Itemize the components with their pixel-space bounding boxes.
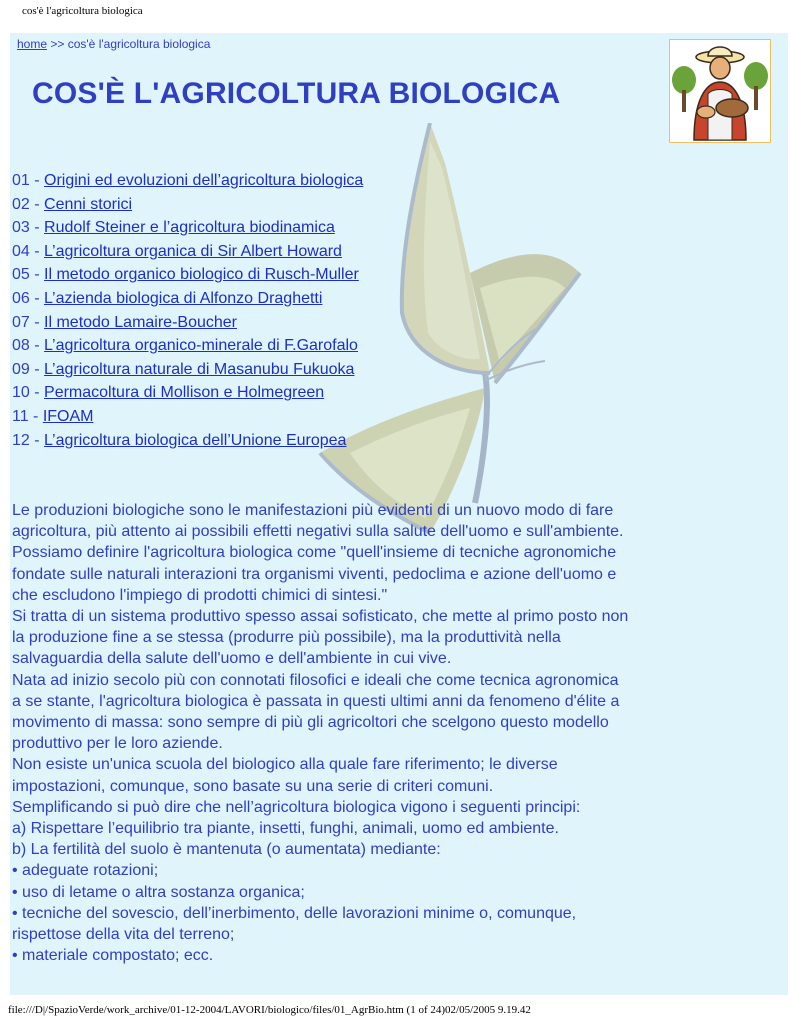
breadcrumb-separator: >>: [47, 37, 68, 51]
body-line: • adeguate rotazioni;: [12, 862, 159, 880]
body-line: produttivo per le loro aziende.: [12, 735, 223, 753]
body-line: Non esiste un'unica scuola del biologico alla quale fare riferimento; le diverse: [12, 756, 558, 774]
toc-item: [12, 263, 363, 287]
body-line: Possiamo definire l'agricoltura biologica come "quell'insieme di tecniche agronomiche: [12, 544, 617, 562]
body-line: fondate sulle naturali interazioni tra organismi viventi, pedoclima e azione dell'uomo e: [12, 565, 617, 583]
body-line: a se stante, l'agricoltura biologica è passata in questi ultimi anni da fenomeno d'élite a: [12, 692, 620, 710]
body-line: impostazioni, comunque, sono basate su una serie di criteri comuni.: [12, 777, 494, 795]
body-line: b) La fertilità del suolo è mantenuta (o aumentata) mediante:: [12, 841, 441, 859]
body-line: Si tratta di un sistema produttivo spesso assai sofisticato, che mette al primo posto non: [12, 608, 629, 626]
print-header: cos'è l'agricoltura biologica: [22, 5, 143, 17]
page-title: COS'È L'AGRICOLTURA BIOLOGICA: [32, 77, 561, 110]
toc-item: [12, 193, 363, 217]
table-of-contents: [12, 169, 363, 452]
body-line: movimento di massa: sono sempre di più gli agricoltori che scelgono questo modello: [12, 714, 609, 732]
toc-item: [12, 311, 363, 335]
article-body: [12, 500, 782, 966]
toc-link[interactable]: Cenni storici: [44, 195, 133, 213]
toc-item: [12, 405, 363, 429]
toc-number: 01 -: [12, 172, 45, 189]
toc-item: [12, 358, 363, 382]
body-line: salvaguardia della salute dell'uomo e dell'ambiente in cui vive.: [12, 650, 452, 668]
breadcrumb: [17, 37, 210, 51]
toc-number: 02 -: [12, 195, 45, 213]
body-line: rispettose della vita del terreno;: [12, 926, 235, 944]
toc-link[interactable]: Il metodo organico biologico di Rusch-Muller: [44, 266, 359, 284]
body-line: a) Rispettare l’equilibrio tra piante, insetti, funghi, animali, uomo ed ambiente.: [12, 820, 559, 838]
toc-number: 12 -: [12, 431, 45, 449]
breadcrumb-home-link[interactable]: home: [17, 37, 48, 51]
body-line: • materiale compostato; ecc.: [12, 947, 214, 965]
body-line: Nata ad inizio secolo più con connotati filosofici e ideali che come tecnica agronomica: [12, 671, 619, 689]
toc-number: 08 -: [12, 337, 45, 355]
toc-link[interactable]: L’azienda biologica di Alfonzo Draghetti: [44, 289, 323, 307]
toc-item: [12, 429, 363, 453]
body-line: Le produzioni biologiche sono le manifestazioni più evidenti di un nuovo modo di fare: [12, 502, 614, 519]
toc-link[interactable]: L’agricoltura organico-minerale di F.Garofalo: [44, 337, 358, 355]
toc-number: 06 -: [12, 289, 45, 307]
toc-number: 11 -: [12, 407, 43, 425]
toc-number: 05 -: [12, 266, 45, 284]
page-content: [10, 33, 788, 995]
toc-link[interactable]: L’agricoltura naturale di Masanubu Fukuoka: [44, 360, 355, 378]
toc-item: [12, 240, 363, 264]
toc-item: [12, 381, 363, 405]
toc-item: [12, 334, 363, 358]
body-line: la produzione fine a se stessa (produrre più possibile), ma la produttività nella: [12, 629, 561, 647]
body-line: • tecniche del sovescio, dell’inerbimento, delle lavorazioni minime o, comunque,: [12, 904, 577, 922]
breadcrumb-current: cos'è l'agricoltura biologica: [67, 37, 211, 51]
toc-item: [12, 169, 363, 193]
body-line: • uso di letame o altra sostanza organica;: [12, 883, 305, 901]
toc-link[interactable]: Rudolf Steiner e l’agricoltura biodinamica: [44, 219, 335, 237]
toc-item: [12, 287, 363, 311]
toc-number: 07 -: [12, 313, 45, 331]
toc-link[interactable]: Origini ed evoluzioni dell’agricoltura biologica: [44, 172, 364, 189]
toc-link[interactable]: Permacoltura di Mollison e Holmegreen: [44, 384, 325, 402]
body-line: agricoltura, più attento ai possibili effetti negativi sulla salute dell'uomo e sull'ambiente.: [12, 523, 624, 541]
toc-link[interactable]: IFOAM: [42, 407, 94, 425]
toc-number: 03 -: [12, 219, 45, 237]
toc-link[interactable]: Il metodo Lamaire-Boucher: [44, 313, 237, 331]
toc-item: [12, 216, 363, 240]
toc-link[interactable]: L’agricoltura biologica dell’Unione Europea: [44, 431, 347, 449]
toc-number: 10 -: [12, 384, 45, 402]
body-line: che escludono l'impiego di prodotti chimici di sintesi.": [12, 586, 388, 604]
body-line: Semplificando si può dire che nell’agricoltura biologica vigono i seguenti principi:: [12, 798, 581, 816]
toc-link[interactable]: L’agricoltura organica di Sir Albert Howard: [44, 242, 342, 260]
farmer-illustration-image: [669, 39, 771, 143]
toc-number: 04 -: [12, 242, 45, 260]
toc-number: 09 -: [12, 360, 45, 378]
print-footer: file:///D|/SpazioVerde/work_archive/01-12-2004/LAVORI/biologico/files/01_AgrBio.htm (1 of 24)02/05/2005 9.19.42: [8, 1004, 531, 1016]
